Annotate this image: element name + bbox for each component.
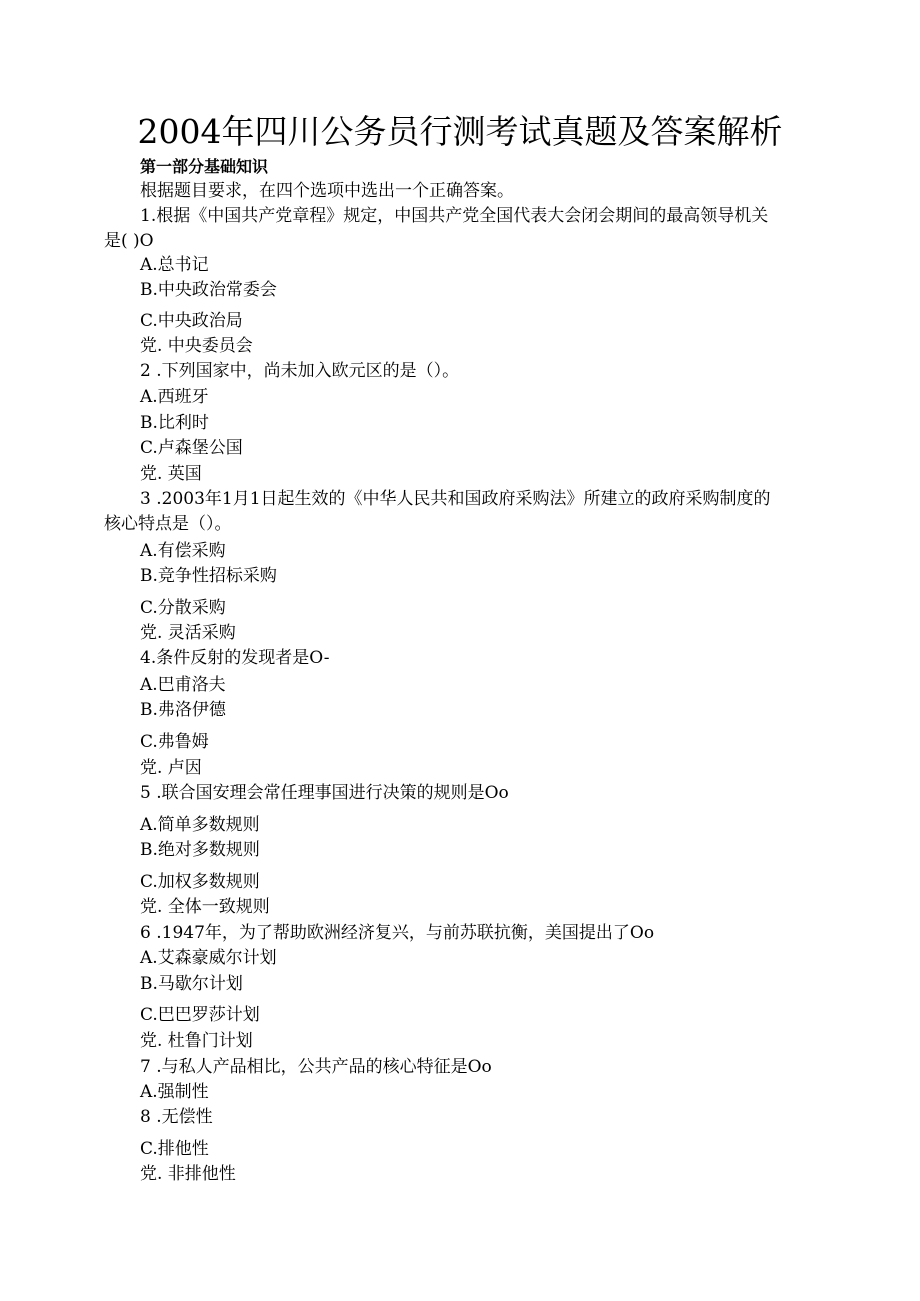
question-3-option-b: B.竞争性招标采购 xyxy=(140,566,277,586)
question-4: 4.条件反射的发现者是O- xyxy=(140,648,330,668)
question-5-option-b: B.绝对多数规则 xyxy=(140,840,260,860)
question-7-option-c: C.排他性 xyxy=(140,1139,209,1159)
question-6-option-d: 党. 杜鲁门计划 xyxy=(140,1031,253,1051)
question-4-option-a: A.巴甫洛夫 xyxy=(140,675,226,695)
question-1-line-2: 是( )O xyxy=(104,231,154,251)
question-3-option-c: C.分散采购 xyxy=(140,598,226,618)
question-7-option-a: A.强制性 xyxy=(140,1082,209,1102)
question-2-option-b: B.比利时 xyxy=(140,413,209,433)
question-6-option-c: C.巴巴罗莎计划 xyxy=(140,1005,260,1025)
question-1-option-d: 党. 中央委员会 xyxy=(140,336,253,356)
question-3-option-a: A.有偿采购 xyxy=(140,541,226,561)
question-7: 7 .与私人产品相比，公共产品的核心特征是Oo xyxy=(140,1057,492,1077)
question-4-option-d: 党. 卢因 xyxy=(140,758,202,778)
question-1-option-a: A.总书记 xyxy=(140,255,209,275)
question-2-option-c: C.卢森堡公国 xyxy=(140,438,243,458)
question-1-line-1: 1.根据《中国共产党章程》规定，中国共产党全国代表大会闭会期间的最高领导机关 xyxy=(140,206,769,226)
question-3-line-2: 核心特点是（）。 xyxy=(104,514,232,534)
question-5: 5 .联合国安理会常任理事国进行决策的规则是Oo xyxy=(140,783,509,803)
question-2-option-a: A.西班牙 xyxy=(140,387,209,407)
question-1-option-b: B.中央政治常委会 xyxy=(140,280,277,300)
question-6-option-a: A.艾森豪威尔计划 xyxy=(140,948,277,968)
document-title: 2004年四川公务员行测考试真题及答案解析 xyxy=(137,112,783,151)
question-4-option-c: C.弗鲁姆 xyxy=(140,732,209,752)
question-5-option-a: A.简单多数规则 xyxy=(140,815,260,835)
question-2: 2 .下列国家中，尚未加入欧元区的是（）。 xyxy=(140,361,460,381)
question-7-option-d: 党. 非排他性 xyxy=(140,1164,236,1184)
question-3-line-1: 3 .2003年1月1日起生效的《中华人民共和国政府采购法》所建立的政府采购制度的 xyxy=(140,489,771,509)
question-6: 6 .1947年，为了帮助欧洲经济复兴，与前苏联抗衡，美国提出了Oo xyxy=(140,923,655,943)
question-7-option-b: 8 .无偿性 xyxy=(140,1107,213,1127)
question-6-option-b: B.马歇尔计划 xyxy=(140,974,243,994)
question-5-option-d: 党. 全体一致规则 xyxy=(140,897,270,917)
section-heading: 第一部分基础知识 xyxy=(140,157,269,176)
question-1-option-c: C.中央政治局 xyxy=(140,311,243,331)
question-5-option-c: C.加权多数规则 xyxy=(140,872,260,892)
question-3-option-d: 党. 灵活采购 xyxy=(140,623,236,643)
question-2-option-d: 党. 英国 xyxy=(140,464,202,484)
instruction-text: 根据题目要求，在四个选项中选出一个正确答案。 xyxy=(140,181,514,201)
question-4-option-b: B.弗洛伊德 xyxy=(140,700,226,720)
